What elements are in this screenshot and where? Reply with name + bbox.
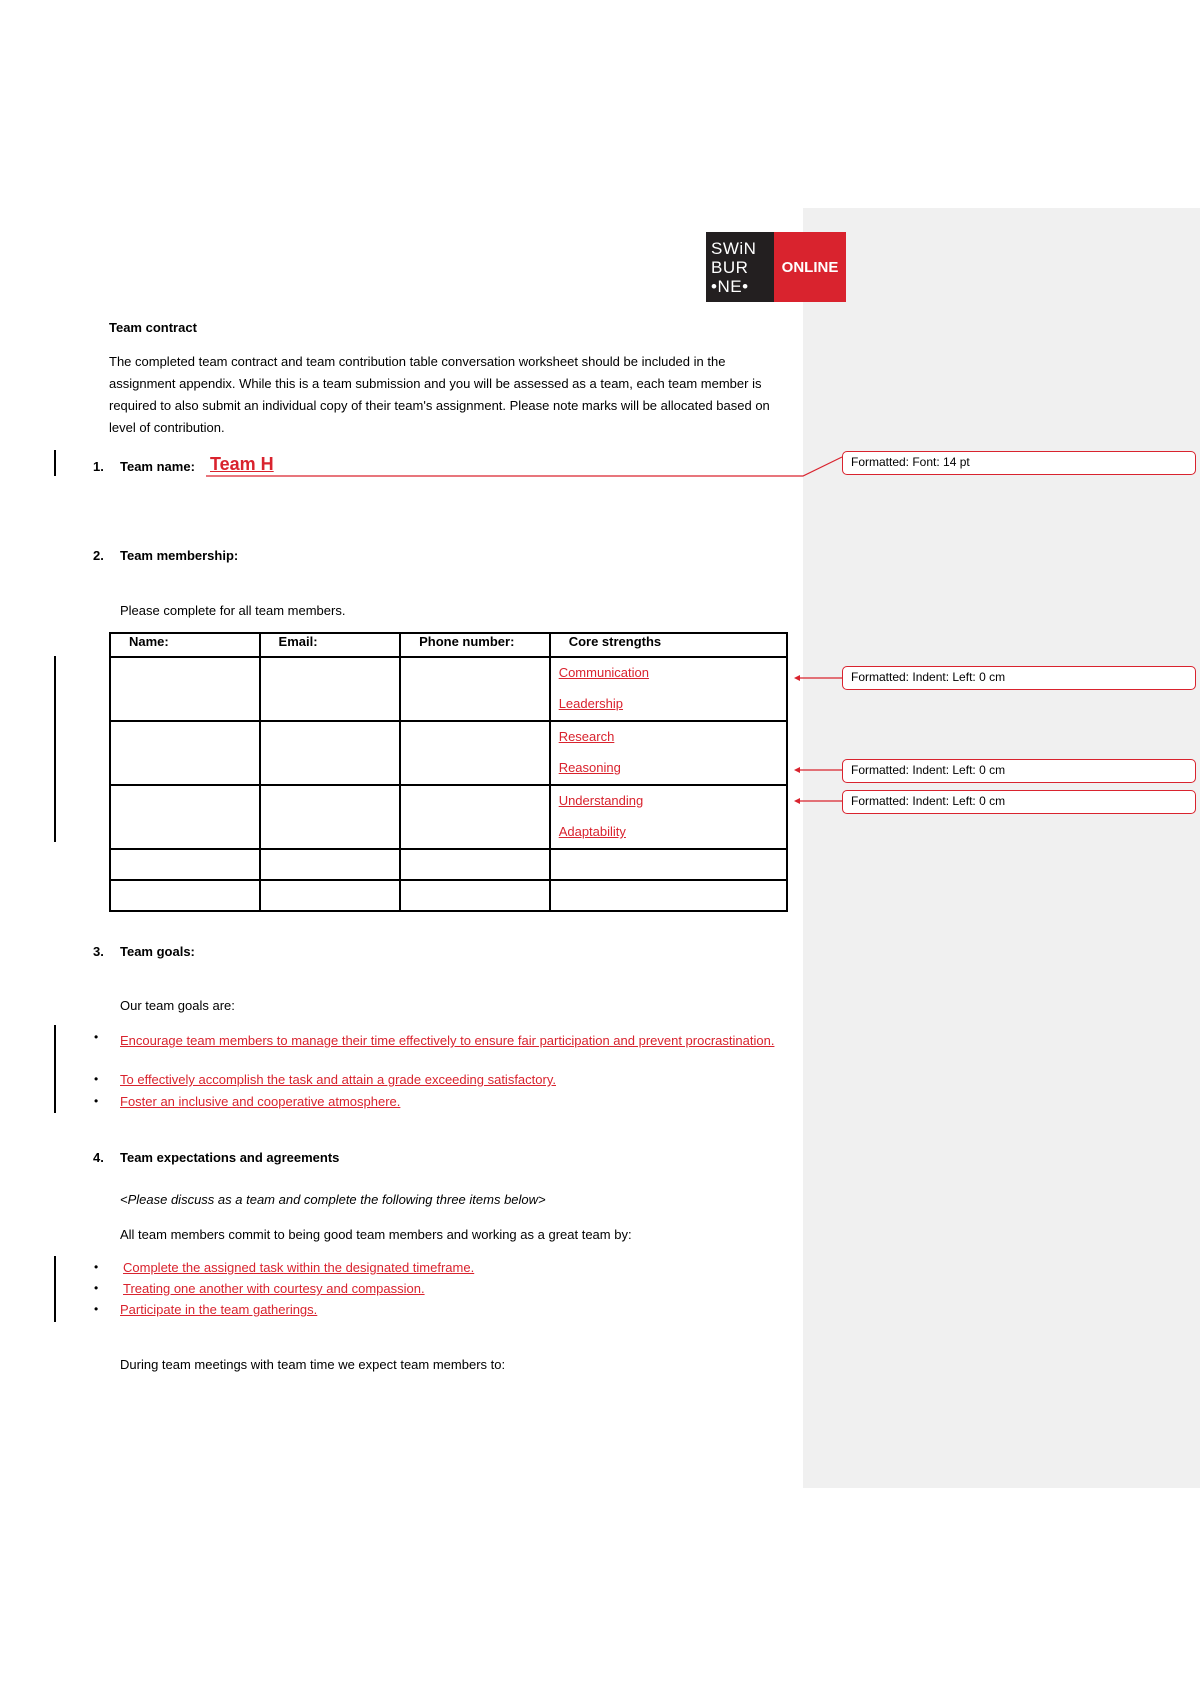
goal-item: Foster an inclusive and cooperative atmosphere. (120, 1094, 401, 1109)
swinburne-online-logo (706, 232, 846, 302)
section-1-number: 1. (93, 459, 104, 474)
meetings-statement: During team meetings with team time we expect team members to: (120, 1357, 506, 1372)
cell-phone[interactable] (400, 657, 550, 721)
commitment-statement: All team members commit to being good team members and working as a great team by: (120, 1227, 632, 1242)
cell-core-strengths[interactable] (550, 721, 787, 785)
cell-name[interactable] (110, 785, 260, 849)
comment-balloon[interactable]: Formatted: Font: 14 pt (842, 451, 1196, 475)
team-goals-intro: Our team goals are: (120, 998, 235, 1013)
change-bar (54, 1256, 56, 1322)
cell-email[interactable] (260, 849, 401, 880)
intro-paragraph: The completed team contract and team contribution table conversation worksheet should be included in the assignment appendix. While this is a team submission and you will be assessed as a team, each team member is required to also submit an individual copy of their team's assignment. Please note marks will be allocated based on level of contribution. (109, 354, 770, 435)
strength-item: Understanding (558, 793, 644, 808)
team-name-label: Team name: (120, 459, 195, 474)
team-membership-table (109, 632, 788, 912)
header-phone: Phone number: (400, 633, 550, 657)
team-expectations-label: Team expectations and agreements (120, 1150, 340, 1165)
change-bar (54, 450, 56, 476)
cell-core-strengths[interactable] (550, 880, 787, 911)
cell-email[interactable] (260, 721, 401, 785)
table-row (110, 849, 787, 880)
cell-phone[interactable] (400, 721, 550, 785)
logo-line-2: BUR (711, 257, 749, 277)
bullet-icon: • (94, 1281, 99, 1295)
cell-name[interactable] (110, 721, 260, 785)
logo-brand: ONLINE (774, 232, 846, 302)
strength-item: Communication (558, 665, 650, 680)
strength-item: Leadership (558, 696, 624, 711)
team-membership-label: Team membership: (120, 548, 239, 563)
logo-line-1: SWiN (711, 238, 757, 258)
comment-balloon[interactable]: Formatted: Indent: Left: 0 cm (842, 759, 1196, 783)
team-goals-label: Team goals: (120, 944, 195, 959)
bullet-icon: • (94, 1302, 99, 1316)
bullet-icon: • (94, 1072, 99, 1086)
table-row (110, 785, 787, 849)
commitment-item: Participate in the team gatherings. (120, 1302, 318, 1317)
bullet-icon: • (94, 1094, 99, 1108)
cell-core-strengths[interactable] (550, 849, 787, 880)
header-email: Email: (260, 633, 401, 657)
commitment-item: Treating one another with courtesy and compassion. (123, 1281, 425, 1296)
strength-item: Adaptability (558, 824, 626, 839)
cell-name[interactable] (110, 657, 260, 721)
cell-email[interactable] (260, 657, 401, 721)
document-title: Team contract (109, 320, 197, 335)
strength-item: Research (558, 729, 615, 744)
cell-phone[interactable] (400, 880, 550, 911)
markup-pane (803, 208, 1200, 1488)
cell-email[interactable] (260, 785, 401, 849)
expectations-instruction: <Please discuss as a team and complete the following three items below> (120, 1192, 546, 1207)
cell-name[interactable] (110, 849, 260, 880)
comment-balloon[interactable]: Formatted: Indent: Left: 0 cm (842, 790, 1196, 814)
cell-core-strengths[interactable] (550, 785, 787, 849)
team-name-value[interactable]: Team H (210, 454, 274, 474)
goal-item: Encourage team members to manage their time effectively to ensure fair participation and prevent procrastination. (120, 1033, 775, 1048)
cell-phone[interactable] (400, 785, 550, 849)
table-row (110, 880, 787, 911)
strength-item: Reasoning (558, 760, 621, 775)
section-2-number: 2. (93, 548, 104, 563)
commitment-item: Complete the assigned task within the designated timeframe. (123, 1260, 475, 1275)
logo-line-3: •NE• (711, 276, 749, 296)
comment-balloon[interactable]: Formatted: Indent: Left: 0 cm (842, 666, 1196, 690)
cell-phone[interactable] (400, 849, 550, 880)
membership-instruction: Please complete for all team members. (120, 603, 346, 618)
table-header-row (110, 633, 787, 657)
bullet-icon: • (94, 1030, 99, 1044)
header-core-strengths: Core strengths (550, 633, 787, 657)
section-4-number: 4. (93, 1150, 104, 1165)
change-bar (54, 1025, 56, 1113)
logo-wordmark (706, 232, 774, 302)
table-row (110, 721, 787, 785)
cell-email[interactable] (260, 880, 401, 911)
header-name: Name: (110, 633, 260, 657)
change-bar (54, 656, 56, 842)
cell-core-strengths[interactable] (550, 657, 787, 721)
section-3-number: 3. (93, 944, 104, 959)
cell-name[interactable] (110, 880, 260, 911)
goal-item: To effectively accomplish the task and attain a grade exceeding satisfactory. (120, 1072, 556, 1087)
table-row (110, 657, 787, 721)
bullet-icon: • (94, 1260, 99, 1274)
